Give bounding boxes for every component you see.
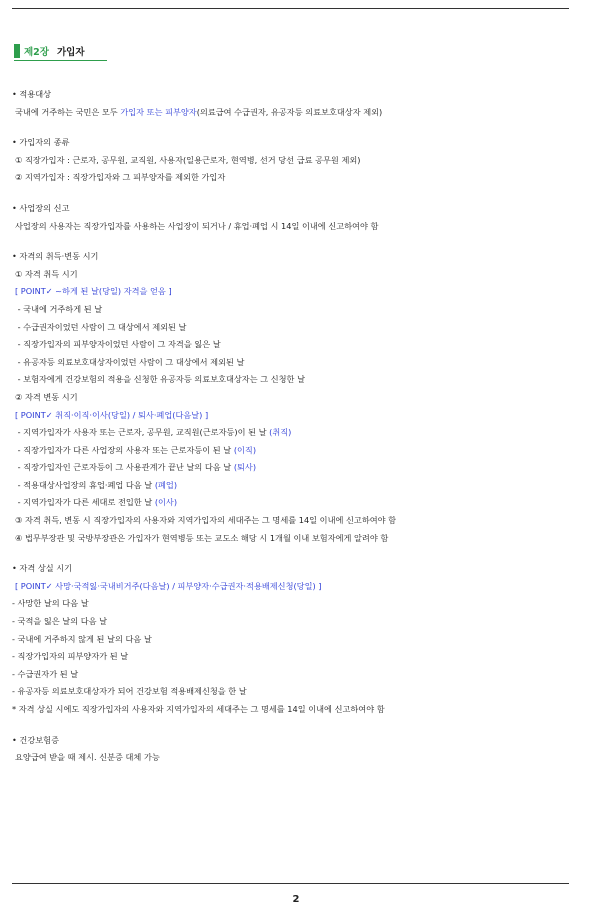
section-heading: • 자격의 취득·변동 시기 [12,251,99,262]
body-text: - 유공자등 의료보호대상자가 되어 건강보험 적용배제신청을 한 날 [12,686,247,697]
highlight-text: [ POINT✓ ~하게 된 날(당일) 자격을 얻음 ] [15,286,172,297]
text-line [12,701,572,719]
highlight-text: (이사) [154,497,178,508]
highlight-text: [ POINT✓ 사망·국적잃·국내비거주(다음날) / 피부양자·수급권자·적용배제신청(당일) ] [15,580,322,591]
section-heading: • 자격 상실 시기 [12,563,73,574]
section-gap [12,187,572,200]
body-text: - 사망한 날의 다음 날 [12,598,89,609]
highlight-text: (폐업) [154,479,178,490]
highlight-text: (이직) [233,444,257,455]
text-line [12,152,572,170]
body-text: ① 직장가입자 : 근로자, 공무원, 교직원, 사용자(일용근로자, 현역병, 선거 당선 급료 공무원 제외) [15,154,361,165]
section-gap [12,235,572,248]
body-text: - 직장가입자의 피부양자이었던 사람이 그 자격을 잃은 날 [15,339,221,350]
body-text: - 지역가입자가 사용자 또는 근로자, 공무원, 교직원(근로자등)이 된 날 [15,427,270,438]
section-gap [12,547,572,560]
section [12,86,572,121]
body-text: - 지역가입자가 다른 세대로 전입한 날 [15,497,155,508]
body-text: 사업장의 사용자는 직장가입자를 사용하는 사업장이 되거나 / 휴업·폐업 시 14일 이내에 신고하여야 함 [15,220,379,231]
text-line [12,104,572,122]
text-line [12,407,572,425]
highlight-text: 가입자 또는 피부양자 [120,106,197,117]
text-line [12,424,572,442]
body-text: ③ 자격 취득, 변동 시 직장가입자의 사용자와 지역가입자의 세대주는 그 명세를 14일 이내에 신고하여야 함 [15,515,397,526]
chapter-heading [14,44,85,58]
text-line [12,631,572,649]
body-text: (의료급여 수급권자, 유공자등 의료보호대상자 제외) [196,106,383,117]
section-heading: • 적용대상 [12,89,52,99]
body-text: - 직장가입자인 근로자등이 그 사용관계가 끝난 날의 다음 날 [15,462,234,473]
highlight-text: (취직) [269,427,292,438]
section [12,248,572,547]
body-text: ② 자격 변동 시기 [15,391,78,402]
bottom-rule [12,883,569,884]
text-line [12,666,572,684]
text-line [12,477,572,495]
text-line [12,613,572,631]
section-heading: • 가입자의 종류 [12,137,70,148]
chapter-number: 제2장 [24,47,49,58]
highlight-text: [ POINT✓ 취직·이직·이사(당일) / 퇴사·폐업(다음날) ] [15,409,209,420]
chapter-marker [14,44,20,58]
chapter-title: 가입자 [56,47,85,58]
chapter-underline [14,60,107,61]
section-gap [12,719,572,732]
body-text: - 보험자에게 건강보험의 적용을 신청한 유공자등 의료보호대상자는 그 신청한 날 [15,374,305,385]
text-line [12,512,572,530]
body-text: ① 자격 취득 시기 [15,268,78,279]
body-text: - 적용대상사업장의 휴업·폐업 다음 날 [15,479,155,490]
top-rule [12,8,569,9]
section [12,134,572,187]
body-text: - 국적을 잃은 날의 다음 날 [12,616,108,627]
section-heading: • 건강보험증 [12,734,59,745]
text-line [12,648,572,666]
body-text: 요양급여 받을 때 제시. 신분증 대체 가능 [15,752,160,763]
text-line [12,683,572,701]
body-text: 국내에 거주하는 국민은 모두 [15,106,121,117]
text-line [12,319,572,337]
text-line [12,389,572,407]
text-line [12,578,572,596]
text-line [12,283,572,301]
body-text: - 수급권자가 된 날 [12,668,79,679]
body-text: - 유공자등 의료보호대상자이었던 사람이 그 대상에서 제외된 날 [15,356,245,367]
document-body [12,86,572,767]
text-line [12,530,572,548]
text-line [12,494,572,512]
section-gap [12,121,572,134]
text-line [12,266,572,284]
body-text: - 직장가입자의 피부양자가 된 날 [12,651,129,662]
text-line [12,442,572,460]
body-text: ② 지역가입자 : 직장가입자와 그 피부양자를 제외한 가입자 [15,172,226,183]
body-text: - 국내에 거주하지 않게 된 날의 다음 날 [12,633,152,644]
body-text: ④ 법무부장관 및 국방부장관은 가입자가 현역병등 또는 교도소 해당 시 1개월 이내 보험자에게 알려야 함 [15,532,389,543]
page-number: 2 [292,894,300,905]
section-heading: • 사업장의 신고 [12,202,70,213]
text-line [12,336,572,354]
body-text: - 수급권자이었던 사람이 그 대상에서 제외된 날 [15,321,187,332]
text-line [12,595,572,613]
body-text: * 자격 상실 시에도 직장가입자의 사용자와 지역가입자의 세대주는 그 명세를 14일 이내에 신고하여야 함 [12,704,385,714]
text-line [12,301,572,319]
highlight-text: (퇴사) [233,462,257,473]
body-text: - 국내에 거주하게 된 날 [15,303,103,314]
text-line [12,169,572,187]
text-line [12,459,572,477]
section [12,732,572,767]
text-line [12,371,572,389]
body-text: - 직장가입자가 다른 사업장의 사용자 또는 근로자등이 된 날 [15,444,234,455]
text-line [12,749,572,767]
text-line [12,354,572,372]
section [12,560,572,718]
text-line [12,218,572,236]
section [12,200,572,235]
